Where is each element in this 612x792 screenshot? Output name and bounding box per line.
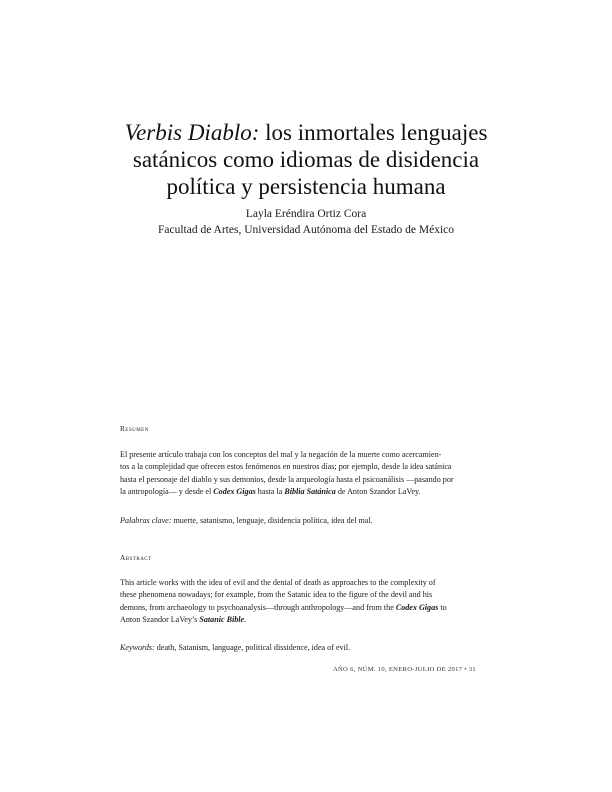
abstract-line-4-a: Anton Szandor LaVey’s	[120, 615, 200, 625]
resumen-heading: Resumen	[120, 425, 149, 433]
resumen-line-3: hasta el personaje del diablo y sus demonios, desde la arqueología hasta el psicoanálisis —pasando por	[120, 474, 454, 484]
author-block	[100, 206, 512, 238]
resumen-line-4	[120, 486, 476, 498]
abstract-line-4-b: .	[244, 615, 247, 625]
abstract-line-2: these phenomena nowadays; for example, from the Satanic idea to the figure of the devil and his	[120, 590, 433, 600]
abstract-line-4	[120, 614, 476, 626]
keywords-text: death, Satanism, language, political dissidence, idea of evil.	[154, 643, 351, 652]
abstract-paragraph	[120, 577, 476, 627]
abstract-heading: Abstract	[120, 554, 152, 562]
palabras-clave-text: muerte, satanismo, lenguaje, disidencia política, idea del mal.	[171, 516, 373, 525]
palabras-clave-label: Palabras clave:	[120, 516, 172, 525]
abstract-line-3-b: to	[438, 602, 447, 612]
title-line-1	[100, 119, 512, 146]
article-title	[100, 119, 512, 200]
author-affiliation: Facultad de Artes, Universidad Autónoma del Estado de México	[157, 224, 455, 236]
page-footer: AÑO 6, NÚM. 10, ENERO-JULIO DE 2017 • 31	[332, 666, 476, 673]
abstract-line-3-a: demons, from archaeology to psychoanalysis—through anthropology—and from the	[120, 602, 396, 612]
resumen-biblia-title: Biblia Satánica	[284, 487, 336, 497]
resumen-line-2: tos a la complejidad que ofrecen estos fenómenos en nuestros días; por ejemplo, desde la idea satánica	[120, 462, 452, 472]
abstract-line-3	[120, 602, 476, 614]
resumen-line-1: El presente artículo trabaja con los conceptos del mal y la negación de la muerte como acercamien-	[120, 450, 442, 459]
author-name: Layla Eréndira Ortiz Cora	[245, 208, 367, 220]
title-line-3: política y persistencia humana	[166, 174, 446, 199]
keywords-label: Keywords:	[120, 643, 155, 652]
keywords	[120, 642, 476, 654]
palabras-clave	[120, 515, 476, 527]
abstract-codex-title: Codex Gigas	[395, 602, 439, 612]
title-line-1-rest: los inmortales lenguajes	[259, 120, 488, 145]
abstract-line-1: This article works with the idea of evil and the denial of death as approaches to the complexity of	[120, 578, 436, 587]
resumen-line-4-c: de Anton Szandor LaVey.	[335, 487, 421, 497]
resumen-paragraph	[120, 449, 476, 499]
resumen-codex-title: Codex Gigas	[213, 487, 256, 497]
resumen-line-4-a: la antropología— y desde el	[120, 487, 214, 497]
title-line-2: satánicos como idiomas de disidencia	[132, 147, 480, 172]
resumen-line-4-b: hasta la	[255, 487, 285, 497]
abstract-bible-title: Satanic Bible	[199, 615, 245, 625]
title-italic-part: Verbis Diablo:	[124, 120, 260, 145]
